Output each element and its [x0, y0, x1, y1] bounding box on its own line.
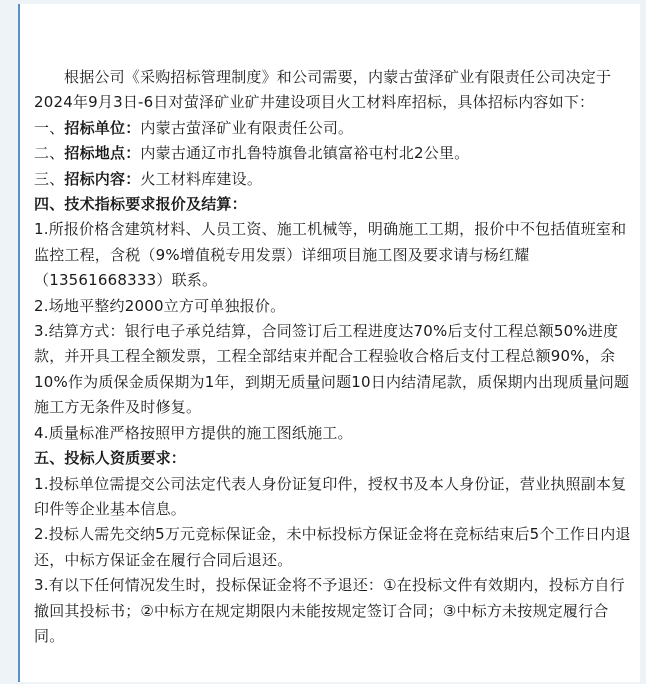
- section-5-item: 1.投标单位需提交公司法定代表人身份证复印件，授权书及本人身份证，营业执照副本复印件等企业基本信息。: [34, 474, 627, 518]
- section-3: [34, 167, 634, 192]
- section-2-title: 招标地点：: [64, 144, 141, 163]
- section-5-item: 3.有以下任何情况发生时，投标保证金将不予退还：①在投标文件有效期内，投标方自行撤回其投标书；②中标方在规定期限内未能按规定签订合同；③中标方未按规定履行合同。: [34, 576, 625, 645]
- document-body: [34, 65, 634, 649]
- section-1-label: 一、: [34, 118, 65, 137]
- document-panel: [18, 4, 640, 682]
- section-4-item: 3.结算方式：银行电子承兑结算，合同签订后工程进度达70%后支付工程总额50%进度款，并开具工程全额发票，工程全部结束并配合工程验收合格后支付工程总额90%，余10%作为质保金质保期为1年，到期无质量问题10日内结清尾款，质保期内出现质量问题施工方无条件及时修复。: [34, 322, 630, 417]
- section-3-title: 招标内容：: [64, 169, 141, 188]
- section-2: [34, 141, 634, 166]
- section-5-item: 2.投标人需先交纳5万元竞标保证金，未中标投标方保证金将在竞标结束后5个工作日内退还，中标方保证金在履行合同后退还。: [34, 525, 631, 569]
- section-3-value: 火工材料库建设。: [140, 169, 263, 188]
- section-5-heading: 五、投标人资质要求：: [34, 449, 187, 468]
- section-4-heading: 四、技术指标要求报价及结算：: [34, 195, 247, 214]
- section-1: [34, 116, 634, 141]
- section-4-item: 4.质量标准严格按照甲方提供的施工图纸施工。: [34, 423, 353, 442]
- section-3-label: 三、: [34, 169, 65, 188]
- section-4-item: 1.所报价格含建筑材料、人员工资、施工机械等，明确施工工期，报价中不包括值班室和监控工程，含税（9%增值税专用发票）详细项目施工图及要求请与杨红耀（13561668333）联系。: [34, 220, 627, 290]
- section-1-value: 内蒙古萤泽矿业有限责任公司。: [140, 118, 354, 137]
- intro-paragraph: 根据公司《采购招标管理制度》和公司需要，内蒙古萤泽矿业有限责任公司决定于2024年9月3日-6日对萤泽矿业矿井建设项目火工材料库招标，具体招标内容如下：: [34, 68, 612, 112]
- section-2-value: 内蒙古通辽市扎鲁特旗鲁北镇富裕屯村北2公里。: [140, 144, 470, 163]
- section-1-title: 招标单位：: [64, 118, 141, 137]
- section-4-item: 2.场地平整约2000立方可单独报价。: [34, 296, 286, 315]
- section-2-label: 二、: [34, 144, 65, 163]
